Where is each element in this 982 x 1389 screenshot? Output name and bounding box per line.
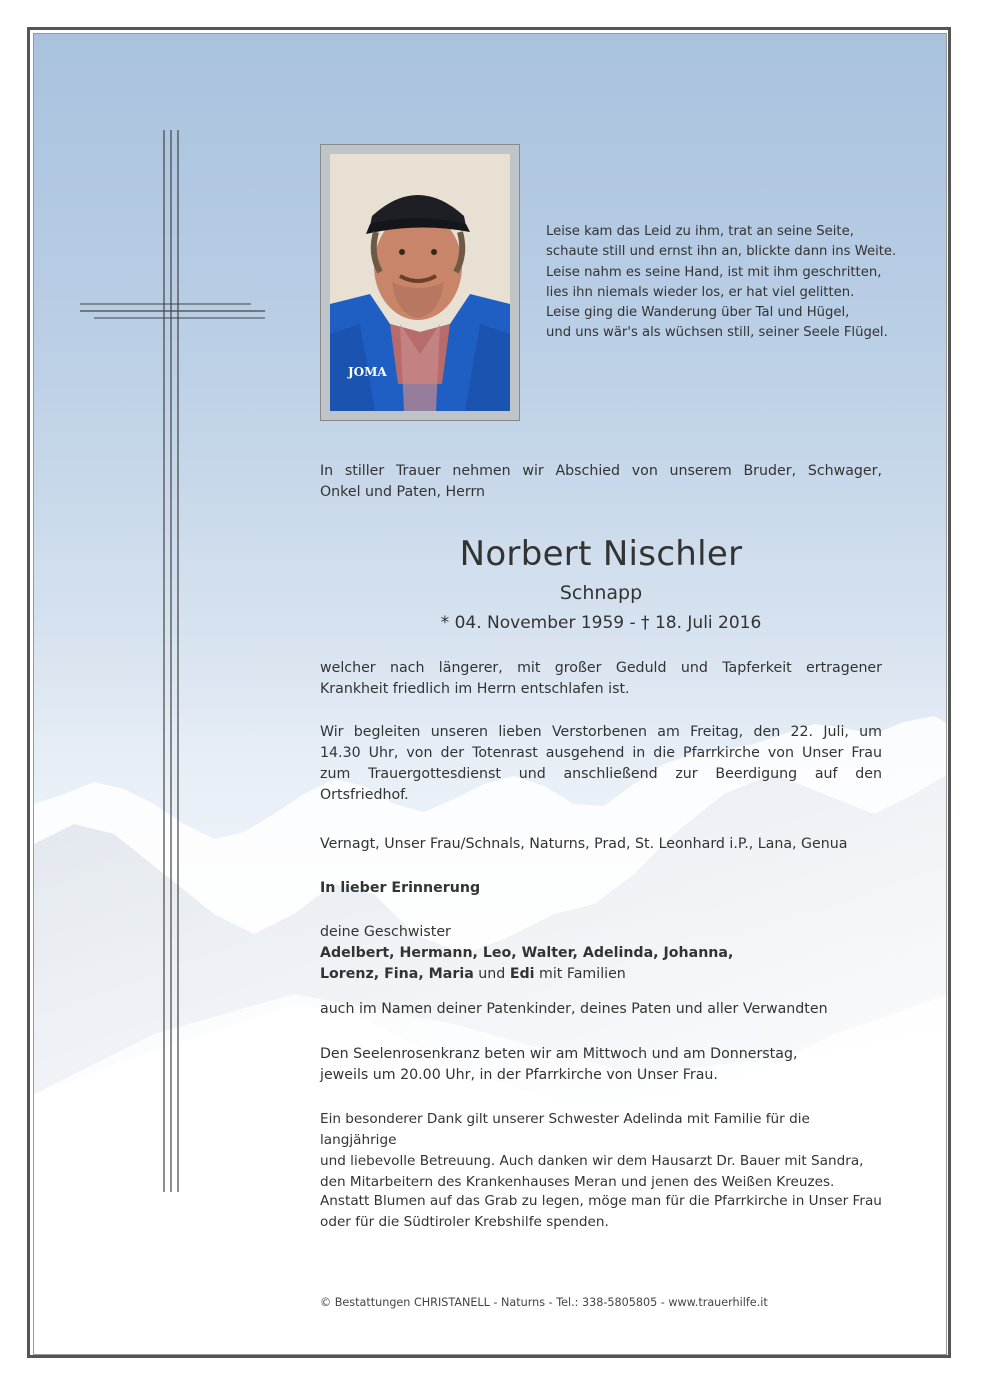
siblings-suffix: mit Familien (539, 966, 626, 982)
intro-line: Onkel und Paten, Herrn (320, 484, 486, 500)
funeral-paragraph (320, 722, 882, 806)
poem-line: und uns wär's als wüchsen still, seiner Seele Flügel. (546, 325, 888, 341)
thanks-line: den Mitarbeitern des Krankenhauses Meran und jenen des Weißen Kreuzes. (320, 1174, 835, 1190)
godchildren-line: auch im Namen deiner Patenkinder, deines Paten und aller Verwandten (320, 1001, 828, 1017)
donation-paragraph (320, 1191, 882, 1233)
intro-paragraph (320, 461, 882, 503)
memory-heading (320, 878, 882, 899)
funeral-line: zum Trauergottesdienst und anschließend zur Beerdigung auf den (320, 766, 882, 782)
siblings-names-line (320, 964, 882, 985)
siblings-paragraph (320, 922, 882, 985)
donation-line: Anstatt Blumen auf das Grab zu legen, möge man für die Pfarrkirche in Unser Frau (320, 1193, 882, 1209)
funeral-line: Ortsfriedhof. (320, 787, 409, 803)
funeral-line: Wir begleiten unseren lieben Verstorbenen am Freitag, den 22. Juli, um (320, 724, 882, 740)
poem-line: Leise nahm es seine Hand, ist mit ihm geschritten, (546, 264, 882, 280)
rosary-line: jeweils um 20.00 Uhr, in der Pfarrkirche von Unser Frau. (320, 1067, 718, 1083)
rosary-paragraph (320, 1044, 882, 1086)
poem (546, 222, 926, 344)
thanks-paragraph (320, 1109, 882, 1193)
thanks-line: Ein besonderer Dank gilt unserer Schwester Adelinda mit Familie für die langjährige (320, 1111, 810, 1148)
sibling-names: Edi (509, 966, 535, 982)
memory-heading-text: In lieber Erinnerung (320, 880, 481, 896)
sibling-names: Lorenz, Fina, Maria (320, 966, 474, 982)
rosary-line: Den Seelenrosenkranz beten wir am Mittwoch und am Donnerstag, (320, 1046, 798, 1062)
thanks-line: und liebevolle Betreuung. Auch danken wir dem Hausarzt Dr. Bauer mit Sandra, (320, 1153, 864, 1169)
passing-paragraph (320, 658, 882, 700)
jacket-logo-text: JOMA (348, 365, 387, 379)
places-line: Vernagt, Unser Frau/Schnals, Naturns, Prad, St. Leonhard i.P., Lana, Genua (320, 836, 848, 852)
deceased-nickname: Schnapp (559, 582, 643, 604)
poem-line: Leise kam das Leid zu ihm, trat an seine Seite, (546, 224, 854, 239)
siblings-intro: deine Geschwister (320, 924, 451, 940)
sibling-names: Adelbert, Hermann, Leo, Walter, Adelinda, Johanna, (320, 945, 734, 961)
funeral-line: 14.30 Uhr, von der Totenrast ausgehend in die Pfarrkirche von Unser Frau (320, 745, 882, 761)
life-dates: * 04. November 1959 - † 18. Juli 2016 (440, 613, 762, 633)
poem-line: lies ihn niemals wieder los, er hat viel gelitten. (546, 284, 855, 300)
passing-line: welcher nach längerer, mit großer Geduld und Tapferkeit ertragener (320, 660, 882, 676)
card-background (33, 33, 947, 1355)
poem-line: schaute still und ernst ihn an, blickte dann ins Weite. (546, 244, 897, 260)
portrait-frame (320, 144, 520, 421)
passing-line: Krankheit friedlich im Herrn entschlafen ist. (320, 681, 630, 697)
deceased-name: Norbert Nischler (459, 534, 743, 574)
siblings-and: und (478, 966, 506, 982)
intro-line: In stiller Trauer nehmen wir Abschied von unserem Bruder, Schwager, (320, 463, 882, 479)
footer-credit: © Bestattungen CHRISTANELL - Naturns - Tel.: 338-5805805 - www.trauerhilfe.it (320, 1296, 768, 1309)
siblings-names-line (320, 943, 882, 964)
donation-line: oder für die Südtiroler Krebshilfe spenden. (320, 1214, 609, 1230)
portrait-photo (330, 154, 510, 411)
poem-line: Leise ging die Wanderung über Tal und Hügel, (546, 305, 850, 321)
